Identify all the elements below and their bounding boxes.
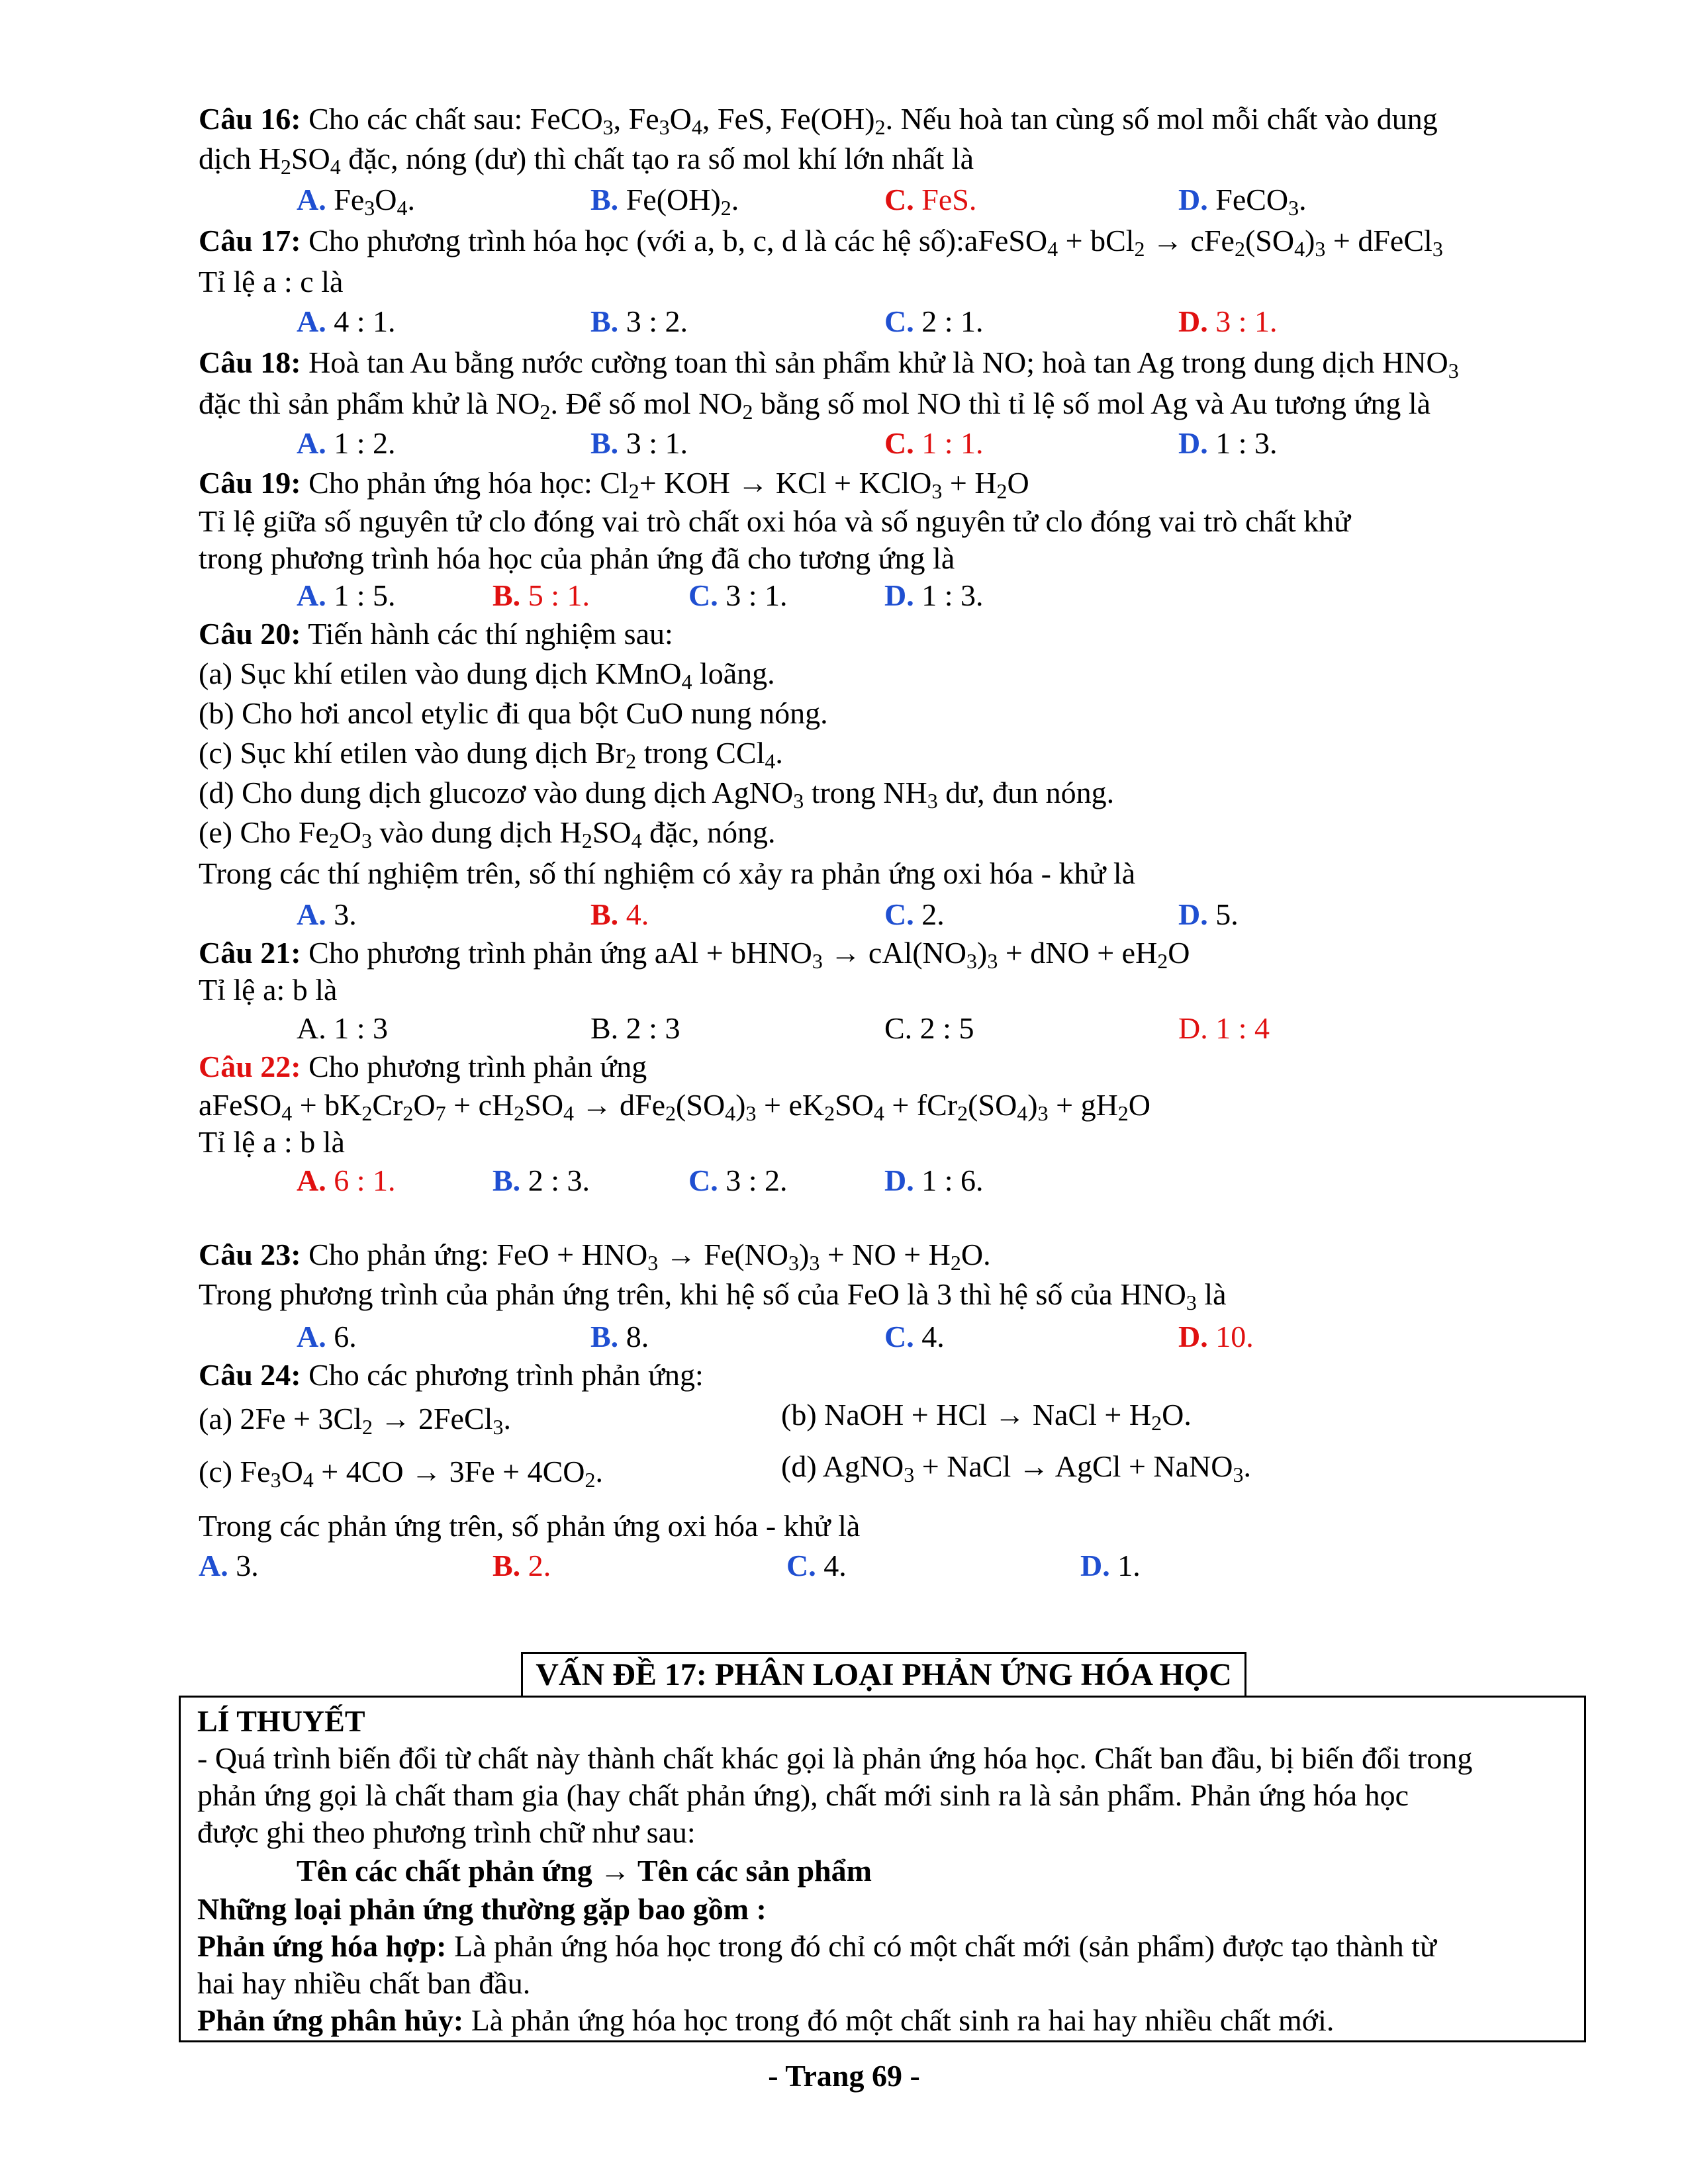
- q23-option-c: C. 4.: [884, 1320, 945, 1353]
- q20-experiment-e: (e) Cho $Fe_2O_3$ vào dung dịch $H_2SO_4$ đặc, nóng.: [199, 815, 776, 852]
- q23-option-b: B. 8.: [590, 1320, 649, 1353]
- q17-label: Câu 17:: [199, 224, 301, 257]
- section-title: VẤN ĐỀ 17: PHÂN LOẠI PHẢN ỨNG HÓA HỌC: [521, 1652, 1246, 1696]
- q23-option-a: A. 6.: [297, 1320, 357, 1353]
- q18-option-a: A. 1 : 2.: [297, 426, 396, 460]
- q19-stem-line1: Câu 19: Cho phản ứng hóa học: $Cl_2+$ KOH → KCl + KClO$_3$ + $H_2O$: [199, 466, 1029, 503]
- theory-para-line2: phản ứng gọi là chất tham gia (hay chất phản ứng), chất mới sinh ra là sản phẩm. Phản ứng hóa học: [197, 1778, 1409, 1812]
- q20-experiment-c: (c) Sục khí etilen vào dung dịch $Br_2$ trong CCl$_4$.: [199, 736, 783, 773]
- q23-stem-line2: Trong phương trình của phản ứng trên, khi hệ số của FeO là 3 thì hệ số của $HNO_3$ là: [199, 1277, 1227, 1314]
- q20-label: Câu 20:: [199, 617, 301, 651]
- theory-heading: LÍ THUYẾT: [197, 1704, 365, 1738]
- q20-stem: Câu 20: Tiến hành các thí nghiệm sau:: [199, 617, 673, 651]
- q16-option-c: C. FeS.: [884, 183, 977, 216]
- q16-option-b: B. $Fe(OH)_2$.: [590, 183, 739, 220]
- q24-reaction-c: (c) $Fe_3O_4 + 4CO \to 3Fe + 4CO_2$.: [199, 1455, 603, 1492]
- q18-option-d: D. 1 : 3.: [1178, 426, 1278, 460]
- q19-option-a: A. 1 : 5.: [297, 578, 396, 612]
- q24-reaction-a: (a) $2Fe + 3Cl_2$ → 2FeCl$_3$.: [199, 1402, 511, 1439]
- q16-stem-line2: dịch $H_2SO_4$ đặc, nóng (dư) thì chất tạo ra số mol khí lớn nhất là: [199, 142, 974, 179]
- q18-option-c: C. 1 : 1.: [884, 426, 984, 460]
- q19-stem-line3: trong phương trình hóa học của phản ứng đã cho tương ứng là: [199, 541, 955, 575]
- q24-question: Trong các phản ứng trên, số phản ứng oxi hóa - khử là: [199, 1509, 861, 1543]
- q16-stem-line1: Câu 16: Cho các chất sau: FeCO$_3$, $Fe_3O_4$, FeS, $Fe(OH)_2$. Nếu hoà tan cùng số mol mỗi chất vào dung: [199, 102, 1438, 139]
- q16-label: Câu 16:: [199, 102, 301, 136]
- page-number: - Trang 69 -: [768, 2059, 920, 2093]
- reaction-types-heading: Những loại phản ứng thường gặp bao gồm :: [197, 1892, 767, 1926]
- word-equation-scheme: Tên các chất phản ứng → Tên các sản phẩm: [297, 1854, 872, 1888]
- q21-label: Câu 21:: [199, 936, 301, 970]
- q17-option-d: D. 3 : 1.: [1178, 304, 1278, 338]
- q22-option-d: D. 1 : 6.: [884, 1163, 984, 1197]
- q24-reaction-b: (b) NaOH + HCl → NaCl + $H_2O$.: [781, 1398, 1192, 1435]
- q22-option-a: A. 6 : 1.: [297, 1163, 396, 1197]
- theory-para-line1: - Quá trình biến đổi từ chất này thành chất khác gọi là phản ứng hóa học. Chất ban đầu, bị biến đổi trong: [197, 1741, 1473, 1775]
- q20-option-c: C. 2.: [884, 897, 945, 931]
- q22-option-c: C. 3 : 2.: [688, 1163, 788, 1197]
- q24-label: Câu 24:: [199, 1358, 301, 1392]
- q21-option-c: C. 2 : 5: [884, 1011, 974, 1045]
- q23-option-d: D. 10.: [1178, 1320, 1254, 1353]
- q20-question: Trong các thí nghiệm trên, số thí nghiệm có xảy ra phản ứng oxi hóa - khử là: [199, 856, 1136, 890]
- q22-option-b: B. 2 : 3.: [492, 1163, 590, 1197]
- q21-option-d: D. 1 : 4: [1178, 1011, 1270, 1045]
- q24-option-c: C. 4.: [786, 1549, 847, 1582]
- q17-option-c: C. 2 : 1.: [884, 304, 984, 338]
- q20-experiment-a: (a) Sục khí etilen vào dung dịch KMnO$_4$ loãng.: [199, 657, 775, 694]
- q21-option-b: B. 2 : 3: [590, 1011, 680, 1045]
- q22-label: Câu 22:: [199, 1050, 301, 1083]
- q22-stem-line1: Câu 22: Cho phương trình phản ứng: [199, 1050, 647, 1083]
- q17-stem-line2: Tỉ lệ a : c là: [199, 265, 344, 298]
- q19-label: Câu 19:: [199, 466, 301, 500]
- q19-stem-line2: Tỉ lệ giữa số nguyên tử clo đóng vai trò chất oxi hóa và số nguyên tử clo đóng vai trò chất khử: [199, 504, 1351, 538]
- q18-stem-line2: đặc thì sản phẩm khử là $NO_2$. Để số mol $NO_2$ bằng số mol NO thì tỉ lệ số mol Ag và Au tương ứng là: [199, 387, 1431, 424]
- q24-option-b: B. 2.: [492, 1549, 551, 1582]
- q20-experiment-b: (b) Cho hơi ancol etylic đi qua bột CuO nung nóng.: [199, 696, 828, 730]
- q23-stem-line1: Câu 23: Cho phản ứng: FeO + $HNO_3 \to Fe(NO_3)_3$ + NO + $H_2O$.: [199, 1238, 991, 1275]
- theory-para-line3: được ghi theo phương trình chữ như sau:: [197, 1815, 696, 1849]
- q22-stem-line2: Tỉ lệ a : b là: [199, 1125, 345, 1159]
- q17-option-b: B. 3 : 2.: [590, 304, 688, 338]
- q21-option-a: A. 1 : 3: [297, 1011, 388, 1045]
- q17-option-a: A. 4 : 1.: [297, 304, 396, 338]
- combination-reaction-line1: Phản ứng hóa hợp: Là phản ứng hóa học trong đó chỉ có một chất mới (sản phẩm) được tạo thành từ: [197, 1929, 1436, 1963]
- q24-option-d: D. 1.: [1080, 1549, 1141, 1582]
- q20-experiment-d: (d) Cho dung dịch glucozơ vào dung dịch AgNO$_3$ trong $NH_3$ dư, đun nóng.: [199, 776, 1115, 813]
- q16-option-a: A. $Fe_3O_4$.: [297, 183, 415, 220]
- q19-option-c: C. 3 : 1.: [688, 578, 788, 612]
- q17-stem-line1: Câu 17: Cho phương trình hóa học (với a, b, c, d là các hệ số):aFeSO$_4$ + $bCl_2 \to cFe_2(SO_4)_3$ + dFeCl$_3$: [199, 224, 1443, 261]
- q24-option-a: A. 3.: [199, 1549, 259, 1582]
- q18-option-b: B. 3 : 1.: [590, 426, 688, 460]
- combination-reaction-line2: hai hay nhiều chất ban đầu.: [197, 1966, 531, 2000]
- q20-option-a: A. 3.: [297, 897, 357, 931]
- q18-stem-line1: Câu 18: Hoà tan Au bằng nước cường toan thì sản phẩm khử là NO; hoà tan Ag trong dung dịch $HNO_3$: [199, 345, 1459, 383]
- q24-stem: Câu 24: Cho các phương trình phản ứng:: [199, 1358, 704, 1392]
- q20-option-b: B. 4.: [590, 897, 649, 931]
- q16-option-d: D. FeCO$_3$.: [1178, 183, 1307, 220]
- q23-label: Câu 23:: [199, 1238, 301, 1271]
- q22-equation: aFeSO$_4$ + $bK_2Cr_2O_7 + cH_2SO_4 \to dFe_2(SO_4)_3 + eK_2SO_4 + fCr_2(SO_4)_3 + gH_2O$: [199, 1088, 1151, 1125]
- q21-stem-line1: Câu 21: Cho phương trình phản ứng aAl + bHNO$_3$ → $cAl(NO_3)_3$ + dNO + $eH_2O$: [199, 936, 1190, 973]
- q20-option-d: D. 5.: [1178, 897, 1239, 931]
- q19-option-d: D. 1 : 3.: [884, 578, 984, 612]
- q19-option-b: B. 5 : 1.: [492, 578, 590, 612]
- decomposition-reaction: Phản ứng phân hủy: Là phản ứng hóa học trong đó một chất sinh ra hai hay nhiều chất mới.: [197, 2003, 1335, 2037]
- q24-reaction-d: (d) AgNO$_3$ + NaCl → AgCl + NaNO$_3$.: [781, 1449, 1251, 1486]
- q21-stem-line2: Tỉ lệ a: b là: [199, 973, 338, 1007]
- q18-label: Câu 18:: [199, 345, 301, 379]
